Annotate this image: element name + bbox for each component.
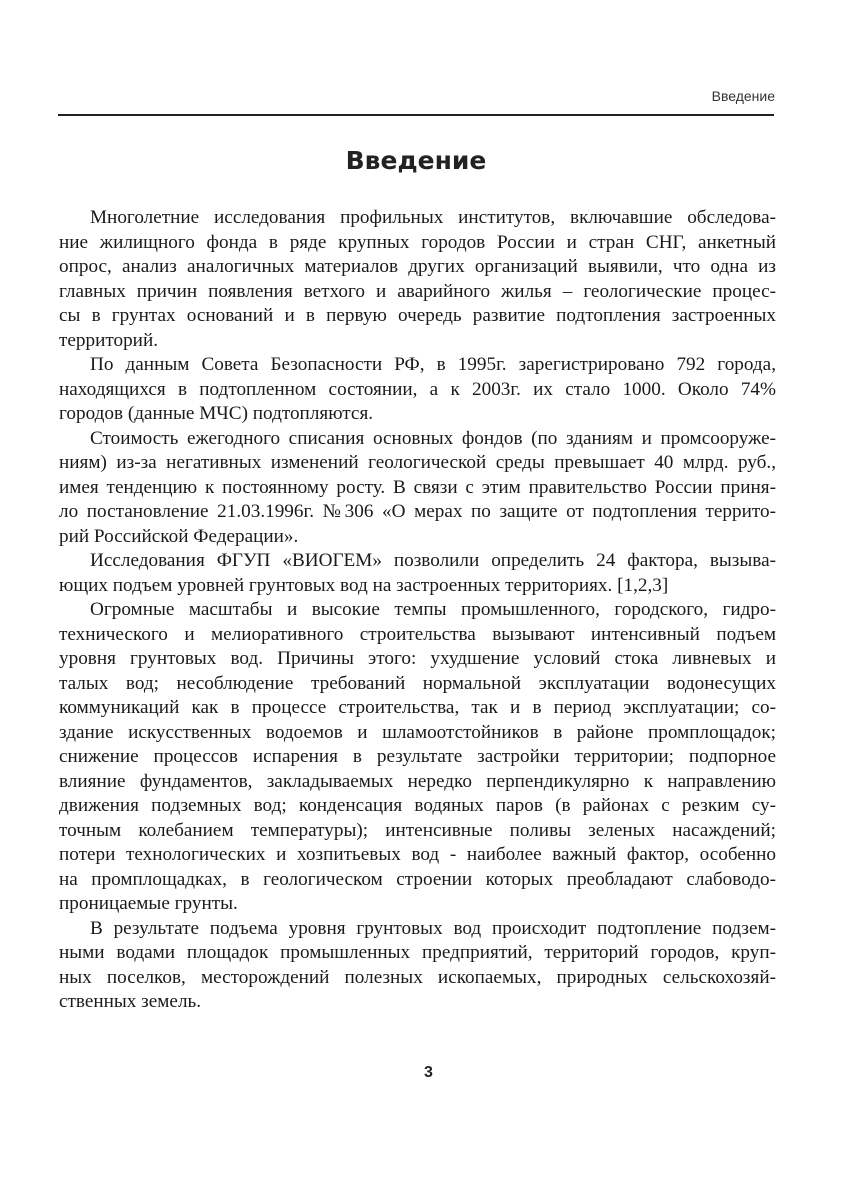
text-line: снижение процессов испарения в результате застройки территории; подпорное [59, 746, 776, 767]
text-line: сы в грунтах оснований и в первую очередь развитие подтопления застроенных [59, 305, 776, 326]
text-line: ло постановление 21.03.1996г. №306 «О мерах по защите от подтопления террито- [59, 501, 776, 522]
text-line: влияние фундаментов, закладываемых нередко перпендикулярно к направлению [59, 770, 776, 792]
text-line: главных причин появления ветхого и аварийного жилья – геологические процес- [59, 280, 776, 302]
text-line: ственных земель. [59, 991, 202, 1012]
text-line: ющих подъем уровней грунтовых вод на застроенных территориях. [1,2,3] [59, 574, 669, 596]
text-line: потери технологических и хозпитьевых вод - наиболее важный фактор, особенно [59, 844, 776, 865]
text-line: В результате подъема уровня грунтовых вод происходит подтопление подзем- [90, 917, 776, 939]
text-line: ние жилищного фонда в ряде крупных городов России и стран СНГ, анкетный [59, 231, 776, 253]
paragraph [59, 353, 776, 427]
text-line: проницаемые грунты. [59, 893, 238, 914]
text-line: городов (данные МЧС) подтопляются. [59, 403, 374, 424]
paragraph [59, 427, 776, 550]
body-text [59, 206, 776, 1015]
text-line: ными водами площадок промышленных предприятий, территорий городов, круп- [59, 942, 776, 963]
text-line: опрос, анализ аналогичных материалов других организаций выявили, что одна из [59, 256, 776, 277]
running-header: Введение [711, 88, 775, 104]
text-line: коммуникаций как в процессе строительства, так и в период эксплуатации; со- [59, 697, 776, 718]
paragraph [59, 206, 776, 353]
text-line: движения подземных вод; конденсация водяных паров (в районах с резким су- [59, 795, 776, 816]
text-line: Стоимость ежегодного списания основных фондов (по зданиям и промсооруже- [90, 427, 776, 449]
text-line: на промплощадках, в геологическом строении которых преобладают слабоводо- [59, 868, 776, 890]
text-line: Огромные масштабы и высокие темпы промышленного, городского, гидро- [90, 599, 776, 620]
header-rule [58, 114, 774, 116]
page-title: Введение [345, 146, 487, 175]
text-line: Исследования ФГУП «ВИОГЕМ» позволили определить 24 фактора, вызыва- [90, 550, 776, 571]
text-line: имея тенденцию к постоянному росту. В связи с этим правительство России приня- [59, 476, 776, 498]
text-line: рий Российской Федерации». [59, 525, 299, 547]
paragraph [59, 598, 776, 917]
text-line: Многолетние исследования профильных институтов, включавшие обследова- [90, 207, 776, 228]
text-line: технического и мелиоративного строительства вызывают интенсивный подъем [59, 623, 776, 645]
text-line: точным колебанием температуры); интенсивные поливы зеленых насаждений; [59, 819, 776, 841]
paragraph [59, 549, 776, 598]
text-line: территорий. [59, 329, 159, 351]
page-number: 3 [424, 1064, 433, 1081]
text-line: По данным Совета Безопасности РФ, в 1995г. зарегистрировано 792 города, [90, 354, 776, 375]
text-line: талых вод; несоблюдение требований нормальной эксплуатации водонесущих [59, 672, 776, 694]
text-line: ных поселков, месторождений полезных ископаемых, природных сельскохозяй- [59, 966, 776, 988]
text-line: уровня грунтовых вод. Причины этого: ухудшение условий стока ливневых и [59, 648, 776, 669]
text-line: ниям) из-за негативных изменений геологической среды превышает 40 млрд. руб., [59, 452, 776, 473]
text-line: здание искусственных водоемов и шламоотстойников в районе промплощадок; [59, 721, 776, 743]
paragraph [59, 917, 776, 1015]
text-line: находящихся в подтопленном состоянии, а к 2003г. их стало 1000. Около 74% [59, 378, 776, 400]
